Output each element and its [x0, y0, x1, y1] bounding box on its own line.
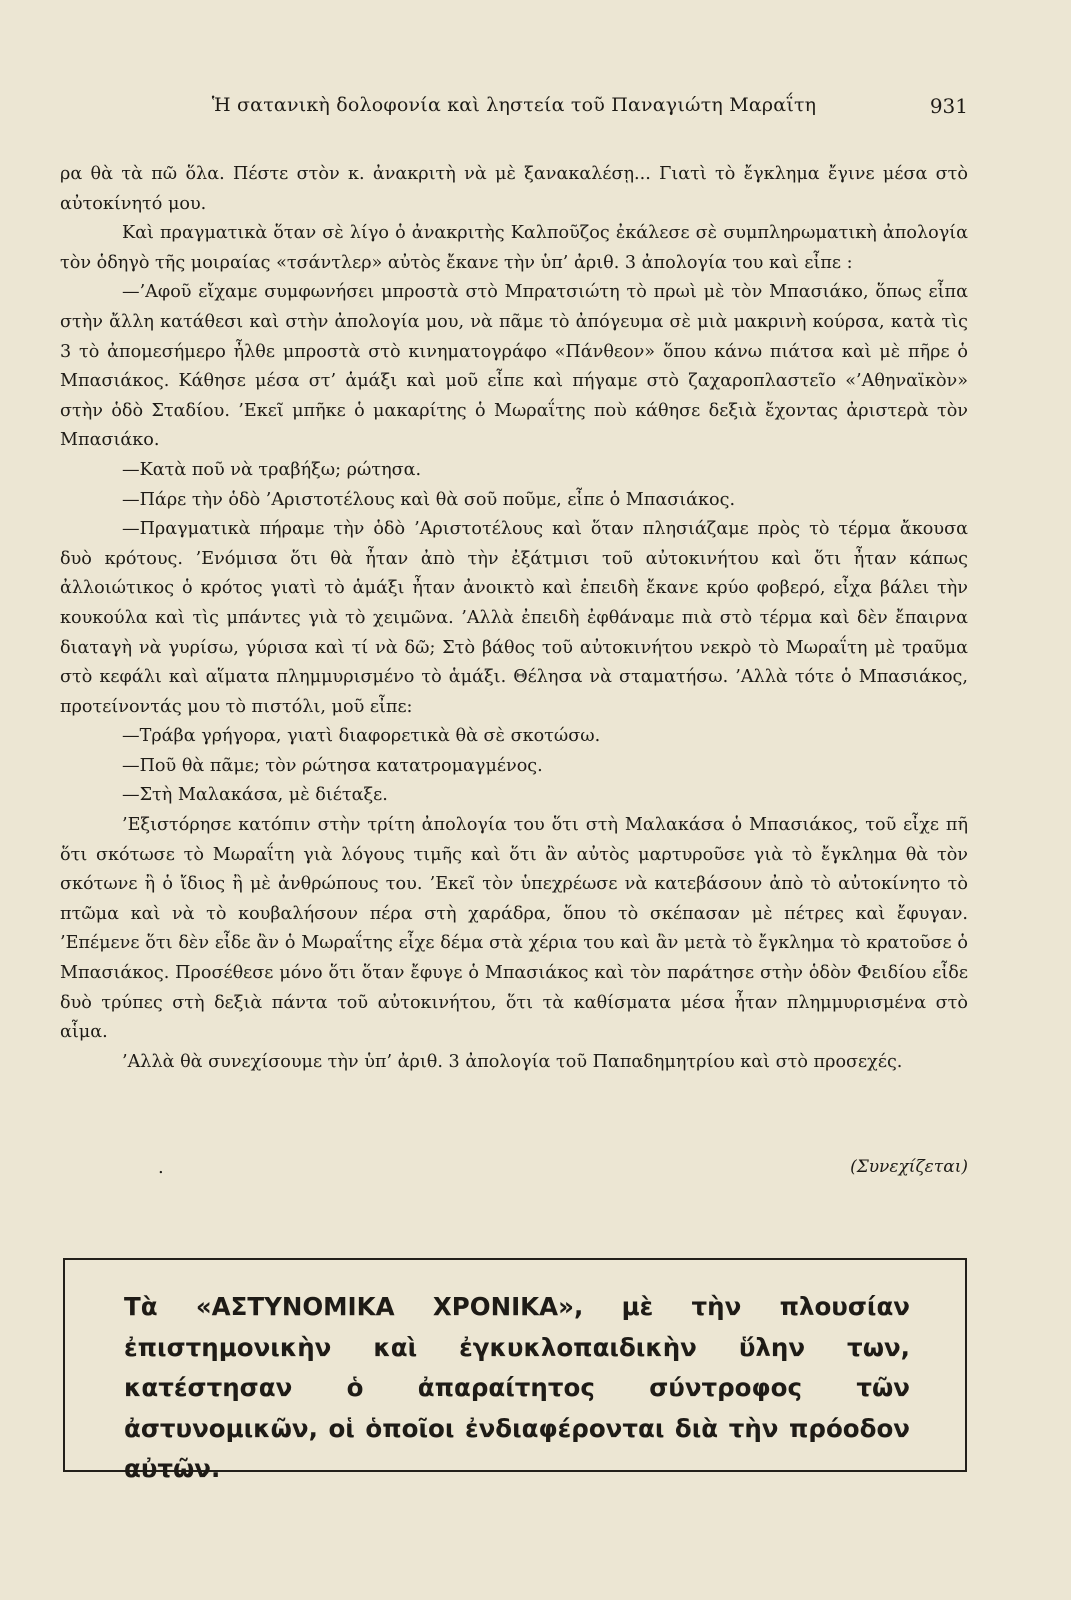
continued-line	[60, 1157, 968, 1187]
advertisement-box	[63, 1258, 967, 1483]
advertisement-text: Τὰ «ΑΣΤΥΝΟΜΙΚΑ ΧΡΟΝΙΚΑ», μὲ τὴν πλουσίαν ἐπιστημονικὴν καὶ ἐγκυκλοπαιδικὴν ὕλην των, κατέστησαν ὁ ἀπαραίτητος σύντροφος τῶν ἀστυνομικῶν, οἱ ὁποῖοι ἐνδιαφέρονται διὰ τὴν πρόοδον αὐτῶν.	[124, 1292, 910, 1483]
running-title: Ἡ σατανικὴ δολοφονία καὶ ληστεία τοῦ Παναγιώτη Μαραΐτη	[211, 94, 817, 116]
dialogue-line: —Τράβα γρήγορα, γιατὶ διαφορετικὰ θὰ σὲ σκοτώσω.	[122, 726, 601, 747]
paragraph: —Πραγματικὰ πήραμε τὴν ὁδὸ ’Αριστοτέλους καὶ ὅταν πλησιάζαμε πρὸς τὸ τέρμα ἄκουσα δυὸ κρότους. ’Ενόμισα ὅτι θὰ ἦταν ἀπὸ τὴν ἐξάτμισι τοῦ αὐτοκινήτου καὶ ὅτι ἦταν κάπως ἀλλοιώτικος ὁ κρότος γιατὶ τὸ ἁμάξι ἦταν ἀνοικτὸ καὶ ἐπειδὴ ἔκανε κρύο φοβερό, εἶχα βάλει τὴν κουκούλα καὶ τὶς μπάντες γιὰ τὸ χειμῶνα. ’Αλλὰ ἐπειδὴ ἐφθάναμε πιὰ στὸ τέρμα καὶ δὲν ἔπαιρνα διαταγὴ νὰ γυρίσω, γύρισα καὶ τί νὰ δῶ; Στὸ βάθος τοῦ αὐτοκινήτου νεκρὸ τὸ Μωραΐτη μὲ τραῦμα στὸ κεφάλι καὶ αἵματα πλημμυρισμένο τὸ ἁμάξι. Θέλησα νὰ σταματήσω. ’Αλλὰ τότε ὁ Μπασιάκος, προτείνοντάς μου τὸ πιστόλι, μοῦ εἶπε:	[60, 519, 968, 717]
dialogue-line: —Ποῦ θὰ πᾶμε; τὸν ρώτησα κατατρομαγμένος.	[122, 755, 543, 776]
dialogue-line: —Στὴ Μαλακάσα, μὲ διέταξε.	[122, 785, 388, 806]
page-number: 931	[929, 94, 968, 118]
paragraph: ’Αλλὰ θὰ συνεχίσουμε τὴν ὑπ’ ἀριθ. 3 ἀπολογία τοῦ Παπαδημητρίου καὶ στὸ προσεχές.	[122, 1051, 903, 1072]
dialogue-line: —Κατὰ ποῦ νὰ τραβήξω; ρώτησα.	[122, 459, 422, 480]
dialogue-line: —Πάρε τὴν ὁδὸ ’Αριστοτέλους καὶ θὰ σοῦ ποῦμε, εἶπε ὁ Μπασιάκος.	[122, 489, 736, 510]
paragraph: ’Εξιστόρησε κατόπιν στὴν τρίτη ἀπολογία του ὅτι στὴ Μαλακάσα ὁ Μπασιάκος, τοῦ εἶχε πῆ ὅτι σκότωσε τὸ Μωραΐτη γιὰ λόγους τιμῆς καὶ ὅτι ἂν αὐτὸς μαρτυροῦσε γιὰ τὸ ἔγκλημα θὰ τὸν σκότωνε ἢ ὁ ἴδιος ἢ μὲ ἀνθρώπους του. ’Εκεῖ τὸν ὑπεχρέωσε νὰ κατεβάσουν ἀπὸ τὸ αὐτοκίνητο τὸ πτῶμα καὶ νὰ τὸ κουβαλήσουν πέρα στὴ χαράδρα, ὅπου τὸ σκέπασαν μὲ πέτρες καὶ ἔφυγαν. ’Επέμενε ὅτι δὲν εἶδε ἂν ὁ Μωραΐτης εἶχε δέμα στὰ χέρια του καὶ ἂν μετὰ τὸ ἔγκλημα τὸ κρατοῦσε ὁ Μπασιάκος. Προσέθεσε μόνο ὅτι ὅταν ἔφυγε ὁ Μπασιάκος καὶ τὸν παράτησε στὴν ὁδὸν Φειδίου εἶδε δυὸ τρύπες στὴ δεξιὰ πάντα τοῦ αὐτοκινήτου, ὅτι τὰ καθίσματα μέσα ἦταν πλημμυρισμένα στὸ αἷμα.	[60, 815, 968, 1043]
article-body	[60, 160, 968, 1077]
continued-label: (Συνεχίζεται)	[850, 1157, 968, 1177]
page	[60, 0, 968, 1600]
bullet-dot: .	[158, 1157, 164, 1178]
paragraph: Καὶ πραγματικὰ ὅταν σὲ λίγο ὁ ἀνακριτὴς Καλποῦζος ἐκάλεσε σὲ συμπληρωματικὴ ἀπολογία τὸν ὁδηγὸ τῆς μοιραίας «τσάντλερ» αὐτὸς ἔκανε τὴν ὑπ’ ἀριθ. 3 ἀπολογία του καὶ εἶπε :	[60, 223, 968, 273]
paragraph: ρα θὰ τὰ πῶ ὅλα. Πέστε στὸν κ. ἀνακριτὴ νὰ μὲ ξανακαλέσῃ... Γιατὶ τὸ ἔγκλημα ἔγινε μέσα στὸ αὐτοκίνητό μου.	[60, 164, 968, 214]
paragraph: —’Αφοῦ εἴχαμε συμφωνήσει μπροστὰ στὸ Μπρατσιώτη τὸ πρωὶ μὲ τὸν Μπασιάκο, ὅπως εἶπα στὴν ἄλλη κατάθεσι καὶ στὴν ἀπολογία μου, νὰ πᾶμε τὸ ἀπόγευμα σὲ μιὰ μακρινὴ κούρσα, κατὰ τὶς 3 τὸ ἀπομεσήμερο ἦλθε μπροστὰ στὸ κινηματογράφο «Πάνθεον» ὅπου κάνω πιάτσα καὶ μὲ πῆρε ὁ Μπασιάκος. Κάθησε μέσα στ’ ἁμάξι καὶ μοῦ εἶπε καὶ πήγαμε στὸ ζαχαροπλαστεῖο «’Αθηναϊκὸν» στὴν ὁδὸ Σταδίου. ’Εκεῖ μπῆκε ὁ μακαρίτης ὁ Μωραΐτης ποὺ κάθησε δεξιὰ ἔχοντας ἀριστερὰ τὸν Μπασιάκο.	[60, 282, 968, 451]
page-header	[60, 94, 968, 124]
